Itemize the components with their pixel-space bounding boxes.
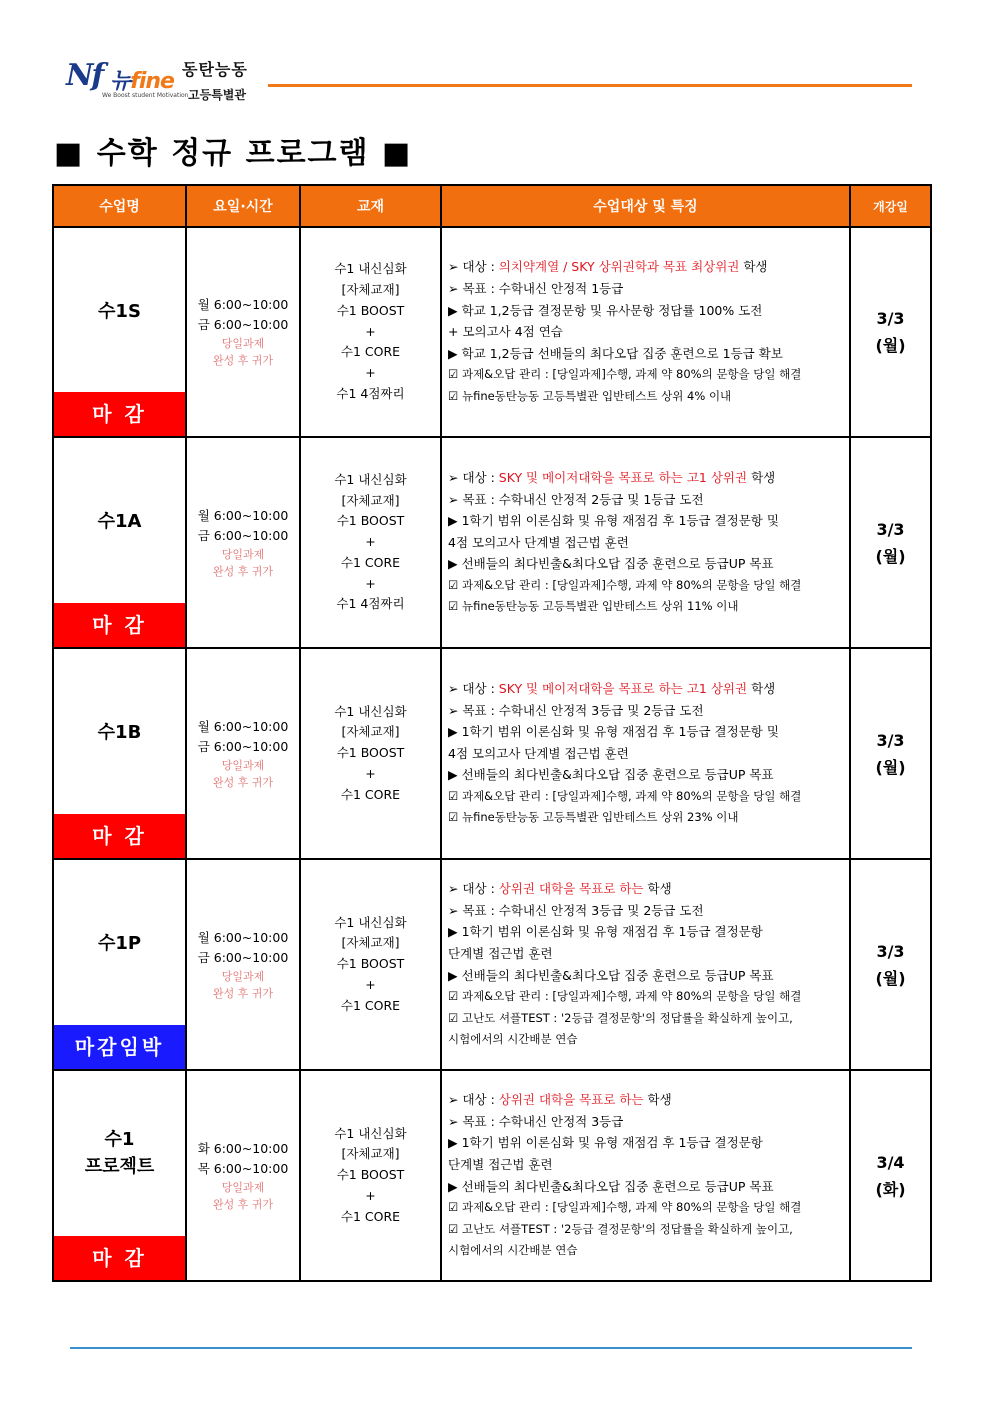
brand-logo bbox=[62, 56, 189, 100]
textbook-item: 수1 내신심화 bbox=[334, 471, 407, 487]
start-date-cell bbox=[850, 1070, 931, 1281]
feature-line: ➢ 대상 : SKY 및 메이저대학을 목표로 하는 고1 상위권 학생 bbox=[448, 469, 776, 485]
textbook-item: [자체교재] bbox=[341, 492, 400, 508]
features-cell bbox=[441, 227, 850, 437]
header-target-features: 수업대상 및 특징 bbox=[441, 185, 850, 227]
textbook-item: [자체교재] bbox=[341, 282, 400, 297]
feature-line: 단계별 접근법 훈련 bbox=[448, 945, 553, 961]
features-cell bbox=[441, 648, 850, 859]
feature-line: 시험에서의 시간배분 연습 bbox=[448, 1243, 578, 1258]
class-name bbox=[54, 1126, 185, 1180]
features-cell bbox=[441, 1070, 850, 1281]
feature-line: ▶ 학교 1,2등급 선배들의 최다오답 집중 훈련으로 1등급 확보 bbox=[448, 345, 783, 361]
textbook-item: 수1 BOOST bbox=[336, 513, 405, 529]
homework-note: 당일과제 완성 후 귀가 bbox=[212, 758, 274, 789]
textbook-item: + bbox=[365, 365, 376, 381]
textbook-item: + bbox=[365, 976, 376, 992]
feature-line: ➢ 목표 : 수학내신 안정적 2등급 및 1등급 도전 bbox=[448, 491, 704, 507]
start-date-line: (월) bbox=[875, 546, 906, 566]
textbook-item: 수1 BOOST bbox=[336, 956, 405, 972]
start-date-line: 3/3 bbox=[876, 941, 905, 961]
class-time: 금 6:00~10:00 bbox=[197, 527, 289, 543]
class-name-cell bbox=[53, 859, 186, 1070]
table-row bbox=[53, 437, 931, 648]
feature-line: 단계별 접근법 훈련 bbox=[448, 1156, 553, 1172]
textbook-item: 수1 4점짜리 bbox=[336, 385, 405, 401]
enrollment-status-badge: 마 감 bbox=[54, 1236, 185, 1280]
class-name-cell bbox=[53, 1070, 186, 1281]
textbook-item: 수1 BOOST bbox=[336, 745, 405, 761]
enrollment-status-badge: 마 감 bbox=[54, 814, 185, 858]
class-name: 수1P bbox=[97, 933, 142, 954]
feature-line: ☑ 과제&오답 관리 : [당일과제]수행, 과제 약 80%의 문항을 당일 해결 bbox=[448, 989, 802, 1004]
class-time: 월 6:00~10:00 bbox=[197, 507, 289, 523]
start-date-cell bbox=[850, 859, 931, 1070]
textbook-item: [자체교재] bbox=[341, 1146, 400, 1162]
class-time: 월 6:00~10:00 bbox=[197, 929, 289, 945]
textbook-item: 수1 CORE bbox=[340, 344, 401, 360]
homework-note: 당일과제 완성 후 귀가 bbox=[212, 547, 274, 578]
textbook-item: 수1 CORE bbox=[340, 786, 401, 802]
class-name-cell bbox=[53, 648, 186, 859]
feature-line: ▶ 선배들의 최다빈출&최다오답 집중 훈련으로 등급UP 목표 bbox=[448, 1178, 774, 1194]
start-date-line: 3/3 bbox=[876, 309, 905, 328]
feature-line: ➢ 목표 : 수학내신 안정적 3등급 bbox=[448, 1113, 624, 1129]
feature-line: ➢ 목표 : 수학내신 안정적 1등급 bbox=[448, 281, 624, 297]
table-row bbox=[53, 859, 931, 1070]
class-name: 수1A bbox=[97, 511, 142, 532]
feature-line: ☑ 과제&오답 관리 : [당일과제]수행, 과제 약 80%의 문항을 당일 해결 bbox=[448, 367, 802, 382]
feature-line: ☑ 뉴fine동탄능동 고등특별관 입반테스트 상위 23% 이내 bbox=[448, 810, 739, 825]
homework-note: 당일과제 완성 후 귀가 bbox=[212, 969, 274, 1000]
class-time: 목 6:00~10:00 bbox=[197, 1160, 289, 1176]
feature-line: ☑ 고난도 셔플TEST : '2등급 결정문항'의 정답률을 확실하게 높이고, bbox=[448, 1010, 793, 1025]
class-time: 금 6:00~10:00 bbox=[197, 738, 289, 754]
textbook-item: [자체교재] bbox=[341, 724, 400, 740]
header-textbook: 교재 bbox=[300, 185, 441, 227]
feature-line: 시험에서의 시간배분 연습 bbox=[448, 1032, 578, 1047]
start-date-line: 3/4 bbox=[876, 1152, 905, 1172]
textbook-item: 수1 내신심화 bbox=[334, 703, 407, 719]
header-schedule: 요일·시간 bbox=[186, 185, 300, 227]
textbook-item: + bbox=[365, 765, 376, 781]
header-start-date: 개강일 bbox=[850, 185, 931, 227]
table-row bbox=[53, 648, 931, 859]
table-row bbox=[53, 227, 931, 437]
start-date-line: 3/3 bbox=[876, 519, 905, 539]
schedule-cell bbox=[186, 648, 300, 859]
branch-name: 동탄능동 고등특별관 bbox=[182, 60, 248, 102]
feature-line: ▶ 학교 1,2등급 결정문항 및 유사문항 정답률 100% 도전 bbox=[448, 302, 763, 318]
textbook-item: 수1 CORE bbox=[340, 997, 401, 1013]
start-date-line: (화) bbox=[875, 1179, 906, 1199]
feature-line: ➢ 목표 : 수학내신 안정적 3등급 및 2등급 도전 bbox=[448, 902, 704, 918]
feature-line: ▶ 선배들의 최다빈출&최다오답 집중 훈련으로 등급UP 목표 bbox=[448, 556, 774, 572]
textbook-item: 수1 CORE bbox=[340, 554, 401, 570]
class-time: 월 6:00~10:00 bbox=[197, 297, 289, 312]
class-name-cell bbox=[53, 227, 186, 437]
start-date-line: (월) bbox=[875, 757, 906, 777]
class-name-line: 수1 bbox=[104, 1129, 135, 1150]
feature-line: ▶ 1학기 범위 이론심화 및 유형 재점검 후 1등급 결정문항 bbox=[448, 924, 763, 940]
feature-line: ➢ 대상 : SKY 및 메이저대학을 목표로 하는 고1 상위권 학생 bbox=[448, 680, 776, 696]
textbook-item: + bbox=[365, 323, 376, 339]
class-name: 수1B bbox=[97, 722, 142, 743]
feature-line: ▶ 선배들의 최다빈출&최다오답 집중 훈련으로 등급UP 목표 bbox=[448, 967, 774, 983]
feature-line: ➢ 대상 : 의치약계열 / SKY 상위권학과 목표 최상위권 학생 bbox=[448, 259, 768, 275]
feature-line: ▶ 선배들의 최다빈출&최다오답 집중 훈련으로 등급UP 목표 bbox=[448, 767, 774, 783]
textbook-item: [자체교재] bbox=[341, 935, 400, 951]
schedule-cell bbox=[186, 859, 300, 1070]
schedule-cell bbox=[186, 437, 300, 648]
start-date-cell bbox=[850, 437, 931, 648]
page-title: ■ 수학 정규 프로그램 ■ bbox=[54, 136, 413, 171]
textbook-item: 수1 4점짜리 bbox=[336, 596, 405, 612]
textbook-item: 수1 내신심화 bbox=[334, 1125, 407, 1141]
feature-line: ☑ 뉴fine동탄능동 고등특별관 입반테스트 상위 4% 이내 bbox=[448, 388, 732, 403]
homework-note: 당일과제 완성 후 귀가 bbox=[212, 337, 274, 367]
feature-line: ➢ 대상 : 상위권 대학을 목표로 하는 학생 bbox=[448, 881, 672, 897]
class-time: 월 6:00~10:00 bbox=[197, 718, 289, 734]
feature-line: ▶ 1학기 범위 이론심화 및 유형 재점검 후 1등급 결정문항 bbox=[448, 1135, 763, 1151]
feature-line: ➢ 목표 : 수학내신 안정적 3등급 및 2등급 도전 bbox=[448, 702, 704, 718]
textbook-item: + bbox=[365, 534, 376, 550]
feature-line: ☑ 고난도 셔플TEST : '2등급 결정문항'의 정답률을 확실하게 높이고, bbox=[448, 1221, 793, 1236]
class-time: 금 6:00~10:00 bbox=[197, 317, 289, 332]
start-date-cell bbox=[850, 648, 931, 859]
textbook-cell bbox=[300, 437, 441, 648]
class-name-line: 프로젝트 bbox=[84, 1156, 155, 1177]
logo-text: 뉴fine bbox=[110, 69, 174, 94]
feature-line: ☑ 뉴fine동탄능동 고등특별관 입반테스트 상위 11% 이내 bbox=[448, 599, 739, 614]
program-table bbox=[52, 184, 932, 1282]
header-divider bbox=[268, 84, 912, 87]
feature-line: ➢ 대상 : 상위권 대학을 목표로 하는 학생 bbox=[448, 1092, 672, 1108]
class-time: 금 6:00~10:00 bbox=[197, 949, 289, 965]
feature-line: ☑ 과제&오답 관리 : [당일과제]수행, 과제 약 80%의 문항을 당일 해결 bbox=[448, 788, 802, 803]
feature-line: ☑ 과제&오답 관리 : [당일과제]수행, 과제 약 80%의 문항을 당일 해결 bbox=[448, 1200, 802, 1215]
table-row bbox=[53, 1070, 931, 1281]
start-date-line: 3/3 bbox=[876, 730, 905, 750]
textbook-item: 수1 BOOST bbox=[336, 302, 405, 318]
feature-line: + 모의고사 4점 연습 bbox=[448, 324, 563, 340]
start-date-line: (월) bbox=[875, 968, 906, 988]
enrollment-status-badge: 마 감 bbox=[54, 392, 185, 436]
schedule-cell bbox=[186, 227, 300, 437]
textbook-item: 수1 BOOST bbox=[336, 1167, 405, 1183]
textbook-cell bbox=[300, 859, 441, 1070]
start-date-cell bbox=[850, 227, 931, 437]
feature-line: ▶ 1학기 범위 이론심화 및 유형 재점검 후 1등급 결정문항 및 bbox=[448, 724, 779, 740]
enrollment-status-badge: 마 감 bbox=[54, 603, 185, 647]
class-name-cell bbox=[53, 437, 186, 648]
header-class-name: 수업명 bbox=[53, 185, 186, 227]
feature-line: ▶ 1학기 범위 이론심화 및 유형 재점검 후 1등급 결정문항 및 bbox=[448, 513, 779, 529]
features-cell bbox=[441, 437, 850, 648]
textbook-cell bbox=[300, 227, 441, 437]
textbook-cell bbox=[300, 648, 441, 859]
textbook-cell bbox=[300, 1070, 441, 1281]
table-header-row bbox=[53, 185, 931, 227]
page-header bbox=[62, 52, 922, 102]
feature-line: 4점 모의고사 단계별 접근법 훈련 bbox=[448, 745, 629, 761]
homework-note: 당일과제 완성 후 귀가 bbox=[212, 1180, 274, 1211]
logo-tagline: We Boost student Motivation bbox=[102, 92, 189, 99]
textbook-item: + bbox=[365, 575, 376, 591]
textbook-item: + bbox=[365, 1187, 376, 1203]
textbook-item: 수1 내신심화 bbox=[334, 914, 407, 930]
feature-line: ☑ 과제&오답 관리 : [당일과제]수행, 과제 약 80%의 문항을 당일 해결 bbox=[448, 577, 802, 592]
footer-divider bbox=[70, 1347, 912, 1349]
class-name: 수1S bbox=[98, 301, 141, 322]
features-cell bbox=[441, 859, 850, 1070]
enrollment-status-badge: 마감임박 bbox=[54, 1025, 185, 1069]
schedule-cell bbox=[186, 1070, 300, 1281]
start-date-line: (월) bbox=[875, 336, 906, 355]
textbook-item: 수1 CORE bbox=[340, 1208, 401, 1224]
class-time: 화 6:00~10:00 bbox=[197, 1140, 289, 1156]
feature-line: 4점 모의고사 단계별 접근법 훈련 bbox=[448, 534, 629, 550]
textbook-item: 수1 내신심화 bbox=[334, 261, 407, 277]
logo-mark: Nf bbox=[66, 58, 103, 93]
